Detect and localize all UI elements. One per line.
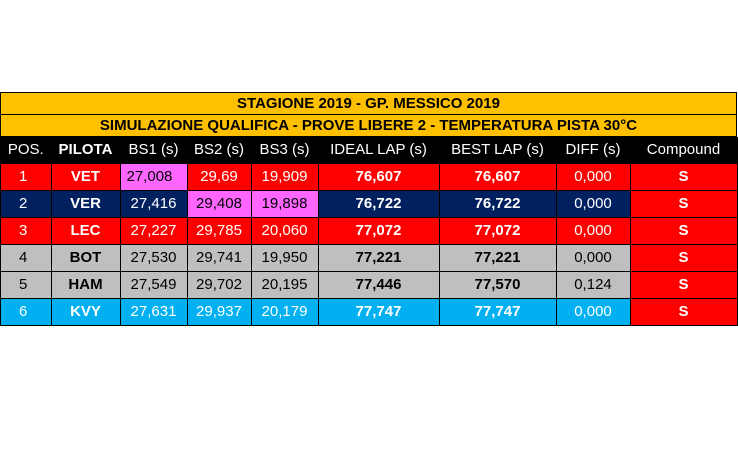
- cell-pilot: VET: [51, 163, 120, 190]
- cell-bs3: 20,195: [251, 271, 318, 298]
- cell-best-lap: 77,747: [439, 298, 556, 325]
- table-row: [1, 190, 737, 217]
- cell-ideal-lap: 77,747: [318, 298, 439, 325]
- cell-compound: S: [630, 271, 737, 298]
- cell-diff: 0,000: [556, 163, 630, 190]
- results-table: [1, 137, 738, 326]
- cell-bs3: 19,898: [251, 190, 318, 217]
- cell-pilot: LEC: [51, 217, 120, 244]
- cell-diff: 0,000: [556, 217, 630, 244]
- cell-diff: 0,000: [556, 298, 630, 325]
- cell-pos: 5: [1, 271, 51, 298]
- column-header-ideal-lap: IDEAL LAP (s): [318, 137, 439, 163]
- cell-best-lap: 77,221: [439, 244, 556, 271]
- table-row: [1, 244, 737, 271]
- cell-diff: 0,000: [556, 190, 630, 217]
- cell-diff: 0,000: [556, 244, 630, 271]
- cell-compound: S: [630, 190, 737, 217]
- cell-bs2: 29,408: [187, 190, 251, 217]
- cell-best-lap: 76,722: [439, 190, 556, 217]
- table-subtitle: SIMULAZIONE QUALIFICA - PROVE LIBERE 2 - TEMPERATURA PISTA 30°C: [1, 115, 737, 137]
- cell-ideal-lap: 77,221: [318, 244, 439, 271]
- cell-pilot: HAM: [51, 271, 120, 298]
- cell-bs2: 29,937: [187, 298, 251, 325]
- cell-best-lap: 76,607: [439, 163, 556, 190]
- cell-bs3: 19,909: [251, 163, 318, 190]
- table-row: [1, 217, 737, 244]
- cell-bs3: 19,950: [251, 244, 318, 271]
- cell-ideal-lap: 76,722: [318, 190, 439, 217]
- column-header-bs1: BS1 (s): [120, 137, 187, 163]
- column-header-pilot: PILOTA: [51, 137, 120, 163]
- cell-pos: 2: [1, 190, 51, 217]
- cell-bs2: 29,69: [187, 163, 251, 190]
- column-header-pos: POS.: [1, 137, 51, 163]
- cell-compound: S: [630, 298, 737, 325]
- cell-compound: S: [630, 163, 737, 190]
- cell-pilot: VER: [51, 190, 120, 217]
- cell-ideal-lap: 77,072: [318, 217, 439, 244]
- cell-best-lap: 77,072: [439, 217, 556, 244]
- cell-pos: 1: [1, 163, 51, 190]
- cell-bs1: 27,631: [120, 298, 187, 325]
- cell-compound: S: [630, 217, 737, 244]
- cell-bs3: 20,179: [251, 298, 318, 325]
- cell-pilot: BOT: [51, 244, 120, 271]
- table-row: [1, 163, 737, 190]
- column-header-compound: Compound: [630, 137, 737, 163]
- cell-ideal-lap: 76,607: [318, 163, 439, 190]
- cell-bs1: 27,416: [120, 190, 187, 217]
- column-header-bs2: BS2 (s): [187, 137, 251, 163]
- cell-bs2: 29,785: [187, 217, 251, 244]
- column-header-best-lap: BEST LAP (s): [439, 137, 556, 163]
- cell-bs2: 29,741: [187, 244, 251, 271]
- column-header-diff: DIFF (s): [556, 137, 630, 163]
- cell-bs2: 29,702: [187, 271, 251, 298]
- cell-best-lap: 77,570: [439, 271, 556, 298]
- cell-bs3: 20,060: [251, 217, 318, 244]
- table-row: [1, 271, 737, 298]
- cell-bs1: 27,549: [120, 271, 187, 298]
- cell-diff: 0,124: [556, 271, 630, 298]
- results-table-container: [0, 92, 737, 326]
- cell-bs1: 27,008: [120, 163, 187, 190]
- cell-bs1: 27,530: [120, 244, 187, 271]
- cell-bs1: 27,227: [120, 217, 187, 244]
- table-header-row: [1, 137, 737, 163]
- cell-pos: 4: [1, 244, 51, 271]
- cell-ideal-lap: 77,446: [318, 271, 439, 298]
- cell-pilot: KVY: [51, 298, 120, 325]
- cell-compound: S: [630, 244, 737, 271]
- cell-pos: 3: [1, 217, 51, 244]
- cell-pos: 6: [1, 298, 51, 325]
- table-title: STAGIONE 2019 - GP. MESSICO 2019: [1, 93, 737, 115]
- column-header-bs3: BS3 (s): [251, 137, 318, 163]
- table-row: [1, 298, 737, 325]
